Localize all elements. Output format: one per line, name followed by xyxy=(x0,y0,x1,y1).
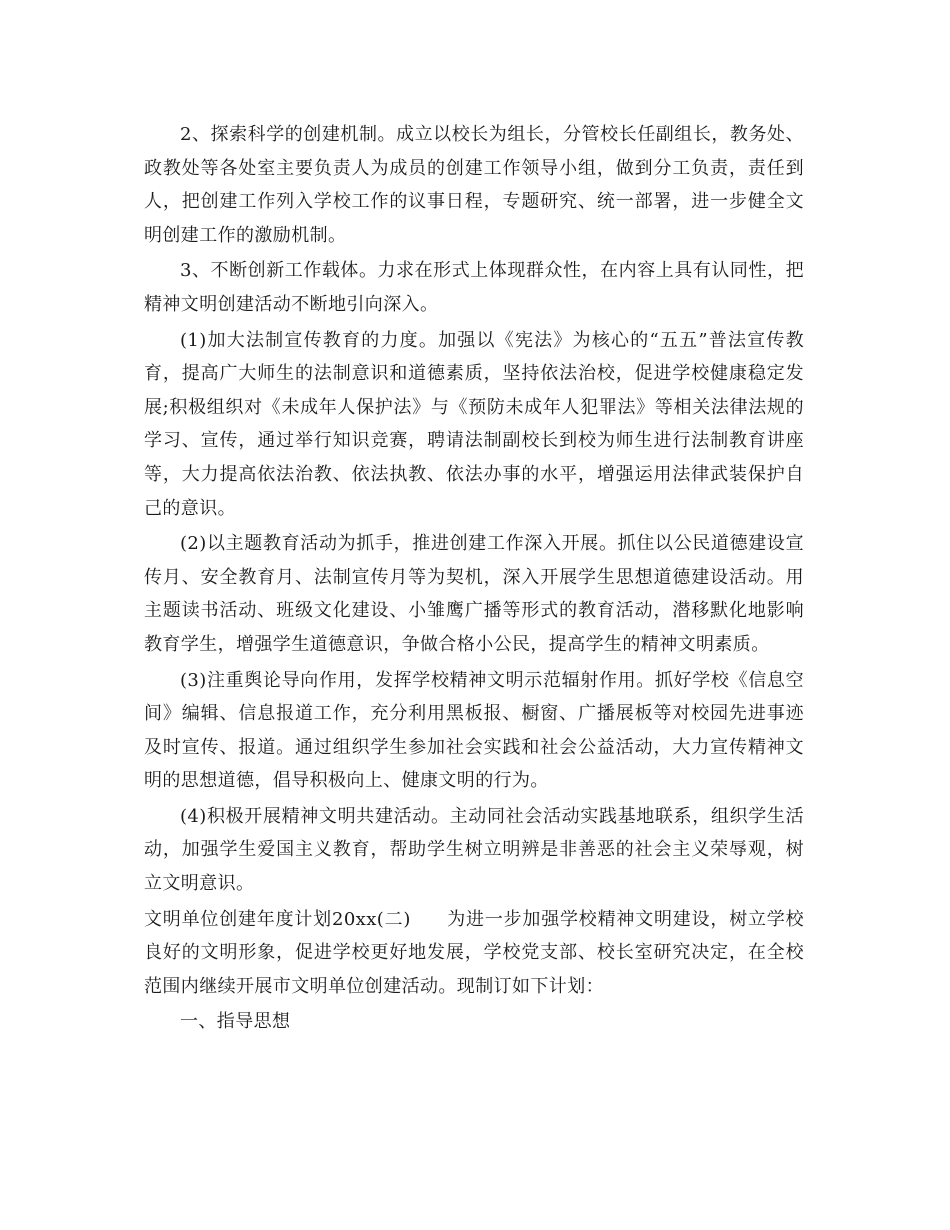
section-title: 文明单位创建年度计划20xx(二) xyxy=(144,908,411,930)
paragraph-plan-intro xyxy=(144,903,804,1004)
paragraph-creation-mechanism: 2、探索科学的创建机制。成立以校长为组长，分管校长任副组长，教务处、政教处等各处室主要负责人为成员的创建工作领导小组，做到分工负责，责任到人，把创建工作列入学校工作的议事日程，专题研究、统一部署，进一步健全文明创建工作的激励机制。 xyxy=(144,124,804,246)
heading-guiding-ideology: 一、指导思想 xyxy=(180,1011,291,1033)
paragraph-work-carrier: 3、不断创新工作载体。力求在形式上体现群众性，在内容上具有认同性，把精神文明创建活动不断地引向深入。 xyxy=(144,260,804,315)
paragraph-legal-education: (1)加大法制宣传教育的力度。加强以《宪法》为核心的“五五”普法宣传教育，提高广大师生的法制意识和道德素质，坚持依法治校，促进学校健康稳定发展;积极组织对《未成年人保护法》与《预防未成年人犯罪法》等相关法律法规的学习、宣传，通过举行知识竞赛，聘请法制副校长到校为师生进行法制教育讲座等，大力提高依法治教、依法执教、依法办事的水平，增强运用法律武装保护自己的意识。 xyxy=(144,329,804,519)
document-body xyxy=(144,118,804,1041)
paragraph-public-opinion: (3)注重舆论导向作用，发挥学校精神文明示范辐射作用。抓好学校《信息空间》编辑、信息报道工作，充分利用黑板报、橱窗、广播展板等对校园先进事迹及时宣传、报道。通过组织学生参加社会实践和社会公益活动，大力宣传精神文明的思想道德，倡导积极向上、健康文明的行为。 xyxy=(144,669,804,792)
section-intro: 为进一步加强学校精神文明建设，树立学校良好的文明形象，促进学校更好地发展，学校党支部、校长室研究决定，在全校范围内继续开展市文明单位创建活动。现制订如下计划： xyxy=(144,908,804,997)
paragraph-theme-education: (2)以主题教育活动为抓手，推进创建工作深入开展。抓住以公民道德建设宣传月、安全教育月、法制宣传月等为契机，深入开展学生思想道德建设活动。用主题读书活动、班级文化建设、小雏鹰广播等形式的教育活动，潜移默化地影响教育学生，增强学生道德意识，争做合格小公民，提高学生的精神文明素质。 xyxy=(144,533,804,655)
paragraph-joint-construction: (4)积极开展精神文明共建活动。主动同社会活动实践基地联系，组织学生活动，加强学生爱国主义教育，帮助学生树立明辨是非善恶的社会主义荣辱观，树立文明意识。 xyxy=(144,805,804,895)
